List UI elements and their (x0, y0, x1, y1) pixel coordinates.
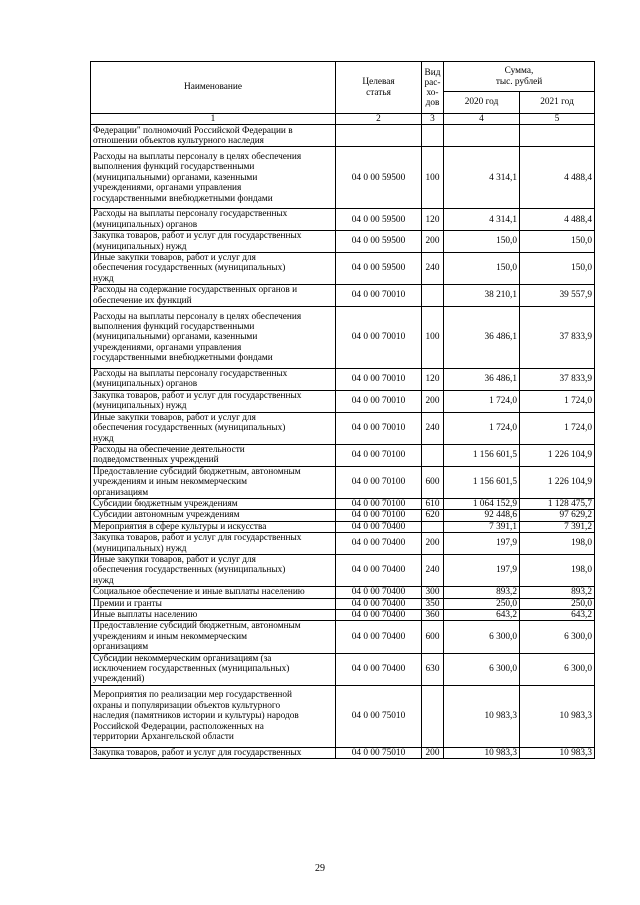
row-name (91, 307, 336, 369)
row-amount-2020 (444, 125, 520, 147)
row-name-line: Субсидии автономным учреждениям (93, 510, 240, 521)
table-row (91, 209, 595, 231)
table-row (91, 412, 595, 444)
row-amount-2020: 893,2 (444, 587, 520, 598)
row-expense-type: 600 (422, 621, 444, 653)
header-name: Наименование (91, 62, 336, 114)
row-amount-2021: 893,2 (520, 587, 595, 598)
row-name-line: организациям (93, 642, 149, 653)
row-name-line: Предоставление субсидий бюджетным, автономным (93, 466, 301, 477)
row-amount-2020: 6 300,0 (444, 621, 520, 653)
row-name-line: Закупка товаров, работ и услуг для государственных (93, 533, 302, 544)
row-amount-2021: 6 300,0 (520, 621, 595, 653)
row-target-code: 04 0 00 70010 (336, 390, 422, 412)
row-target-code: 04 0 00 70010 (336, 412, 422, 444)
row-amount-2020: 197,9 (444, 554, 520, 586)
row-name-line: (муниципальных) органов (93, 379, 198, 390)
row-name-line: обеспечения государственных (муниципальных) (93, 423, 286, 434)
row-name (91, 253, 336, 285)
row-amount-2021 (520, 125, 595, 147)
row-target-code: 04 0 00 70400 (336, 521, 422, 532)
row-expense-type: 240 (422, 253, 444, 285)
row-expense-type: 300 (422, 587, 444, 598)
row-name-line: Закупка товаров, работ и услуг для государственных (93, 747, 302, 758)
row-amount-2021: 1 724,0 (520, 412, 595, 444)
row-name-line: выполнения функций государственными (93, 162, 255, 173)
row-amount-2021: 10 983,3 (520, 685, 595, 747)
row-name-line: Субсидии бюджетным учреждениям (93, 498, 238, 509)
row-amount-2020: 4 314,1 (444, 147, 520, 209)
row-expense-type (422, 685, 444, 747)
row-name-line: Субсидии некоммерческим организациям (за (93, 653, 272, 664)
column-number-row (91, 114, 595, 125)
row-amount-2020: 150,0 (444, 231, 520, 253)
column-number: 4 (444, 114, 520, 125)
row-target-code: 04 0 00 59500 (336, 231, 422, 253)
row-name-line: Иные закупки товаров, работ и услуг для (93, 253, 256, 264)
table-row (91, 685, 595, 747)
row-amount-2021: 37 833,9 (520, 369, 595, 391)
row-amount-2020: 36 486,1 (444, 369, 520, 391)
row-amount-2020: 6 300,0 (444, 653, 520, 685)
row-name-line: нужд (93, 273, 114, 284)
row-name (91, 533, 336, 555)
row-target-code: 04 0 00 70400 (336, 653, 422, 685)
row-expense-type: 100 (422, 147, 444, 209)
row-amount-2021: 150,0 (520, 231, 595, 253)
row-amount-2021: 198,0 (520, 533, 595, 555)
row-expense-type: 240 (422, 412, 444, 444)
header-target: Целевая статья (336, 62, 422, 114)
budget-table (90, 61, 595, 759)
row-name (91, 521, 336, 532)
row-name-line: территории Архангельской области (93, 731, 234, 742)
row-expense-type (422, 444, 444, 466)
row-name-line: (муниципальных) нужд (93, 401, 187, 412)
table-row (91, 307, 595, 369)
row-name-line: охраны и популяризации объектов культурного (93, 700, 281, 711)
row-amount-2021: 10 983,3 (520, 747, 595, 758)
table-row (91, 554, 595, 586)
row-expense-type: 600 (422, 466, 444, 498)
row-amount-2020: 7 391,1 (444, 521, 520, 532)
row-name-line: Мероприятия по реализации мер государственной (93, 690, 293, 701)
row-name-line: (муниципальных) органов (93, 219, 198, 230)
row-target-code: 04 0 00 70400 (336, 533, 422, 555)
table-row (91, 521, 595, 532)
row-name-line: выполнения функций государственными (93, 321, 255, 332)
row-name-line: обеспечения государственных (муниципальных) (93, 565, 286, 576)
row-name-line: учреждениями, органами управления (93, 183, 242, 194)
row-name-line: подведомственных учреждений (93, 455, 219, 466)
table-row (91, 498, 595, 509)
row-name-line: нужд (93, 433, 114, 444)
row-amount-2020: 1 724,0 (444, 412, 520, 444)
row-name-line: Расходы на выплаты персоналу в целях обеспечения (93, 151, 302, 162)
row-amount-2021: 4 488,4 (520, 209, 595, 231)
row-target-code: 04 0 00 70400 (336, 598, 422, 609)
row-amount-2021: 198,0 (520, 554, 595, 586)
row-amount-2020: 197,9 (444, 533, 520, 555)
row-name (91, 510, 336, 521)
row-amount-2020: 92 448,6 (444, 510, 520, 521)
row-expense-type: 350 (422, 598, 444, 609)
row-expense-type: 200 (422, 390, 444, 412)
row-name (91, 369, 336, 391)
row-name-line: Иные закупки товаров, работ и услуг для (93, 412, 256, 423)
row-name-line: государственными внебюджетными фондами (93, 353, 273, 364)
row-amount-2020: 1 064 152,9 (444, 498, 520, 509)
row-name-line: Иные выплаты населению (93, 610, 198, 620)
column-number: 1 (91, 114, 336, 125)
row-name-line: исключением государственных (муниципальных) (93, 664, 290, 675)
table-row (91, 533, 595, 555)
row-name-line: (муниципальных) нужд (93, 543, 187, 554)
row-amount-2020: 1 156 601,5 (444, 444, 520, 466)
row-amount-2020: 150,0 (444, 253, 520, 285)
row-amount-2021: 4 488,4 (520, 147, 595, 209)
row-name-line: (муниципальными) органами, казенными (93, 332, 258, 343)
row-name-line: Российской Федерации, расположенных на (93, 721, 264, 732)
row-amount-2020: 1 724,0 (444, 390, 520, 412)
row-name-line: учреждений) (93, 674, 145, 685)
row-expense-type: 240 (422, 554, 444, 586)
row-target-code: 04 0 00 70010 (336, 369, 422, 391)
row-amount-2020: 38 210,1 (444, 285, 520, 307)
row-target-code: 04 0 00 59500 (336, 209, 422, 231)
row-target-code: 04 0 00 75010 (336, 747, 422, 758)
row-expense-type: 360 (422, 610, 444, 621)
row-name (91, 231, 336, 253)
row-name-line: Расходы на обеспечение деятельности (93, 444, 245, 455)
column-number: 3 (422, 114, 444, 125)
row-name (91, 285, 336, 307)
row-name (91, 653, 336, 685)
row-expense-type: 200 (422, 533, 444, 555)
row-target-code: 04 0 00 59500 (336, 147, 422, 209)
table-row (91, 369, 595, 391)
row-name (91, 147, 336, 209)
row-name-line: Закупка товаров, работ и услуг для государственных (93, 390, 302, 401)
row-name-line: Расходы на содержание государственных органов и (93, 285, 298, 296)
row-amount-2020: 4 314,1 (444, 209, 520, 231)
row-amount-2020: 10 983,3 (444, 685, 520, 747)
page-number: 29 (315, 863, 325, 874)
table-row (91, 598, 595, 609)
row-name (91, 466, 336, 498)
row-amount-2021: 7 391,2 (520, 521, 595, 532)
row-amount-2021: 1 226 104,9 (520, 466, 595, 498)
row-name-line: наследия (памятников истории и культуры) народов (93, 711, 299, 722)
row-target-code: 04 0 00 70100 (336, 498, 422, 509)
table-row (91, 253, 595, 285)
row-amount-2021: 37 833,9 (520, 307, 595, 369)
row-amount-2021: 1 724,0 (520, 390, 595, 412)
row-name (91, 125, 336, 147)
row-name-line: Расходы на выплаты персоналу государственных (93, 209, 288, 220)
header-type: Вид рас- хо- дов (422, 62, 444, 114)
row-name (91, 554, 336, 586)
row-name (91, 747, 336, 758)
row-name (91, 412, 336, 444)
row-name (91, 610, 336, 621)
row-expense-type: 120 (422, 369, 444, 391)
row-amount-2020: 1 156 601,5 (444, 466, 520, 498)
row-expense-type: 200 (422, 231, 444, 253)
table-row (91, 610, 595, 621)
row-name-line: Закупка товаров, работ и услуг для государственных (93, 231, 302, 242)
row-name-line: отношении объектов культурного наследия (93, 135, 264, 146)
table-body (91, 125, 595, 759)
row-expense-type: 200 (422, 747, 444, 758)
row-name-line: (муниципальных) нужд (93, 241, 187, 252)
row-target-code: 04 0 00 59500 (336, 253, 422, 285)
table-row (91, 147, 595, 209)
table-row (91, 466, 595, 498)
row-name-line: Расходы на выплаты персоналу государственных (93, 369, 288, 380)
row-name (91, 390, 336, 412)
row-amount-2021: 643,2 (520, 610, 595, 621)
row-name-line: нужд (93, 575, 114, 586)
row-target-code: 04 0 00 70100 (336, 444, 422, 466)
row-name (91, 444, 336, 466)
row-name-line: Предоставление субсидий бюджетным, автономным (93, 621, 301, 632)
row-name (91, 209, 336, 231)
row-amount-2021: 1 128 475,7 (520, 498, 595, 509)
table-row (91, 587, 595, 598)
column-number: 5 (520, 114, 595, 125)
row-name (91, 621, 336, 653)
table-row (91, 621, 595, 653)
row-name-line: Расходы на выплаты персоналу в целях обеспечения (93, 311, 302, 322)
row-amount-2021: 6 300,0 (520, 653, 595, 685)
row-amount-2020: 250,0 (444, 598, 520, 609)
row-name-line: Иные закупки товаров, работ и услуг для (93, 554, 256, 565)
table-row (91, 510, 595, 521)
row-name-line: Мероприятия в сфере культуры и искусства (93, 521, 267, 532)
header-year-2021: 2021 год (520, 92, 595, 114)
row-target-code: 04 0 00 70010 (336, 307, 422, 369)
table-row (91, 285, 595, 307)
header-sum: Сумма, тыс. рублей (444, 62, 595, 92)
row-target-code: 04 0 00 70100 (336, 466, 422, 498)
row-target-code: 04 0 00 75010 (336, 685, 422, 747)
table-row (91, 747, 595, 758)
row-target-code: 04 0 00 70400 (336, 610, 422, 621)
row-amount-2020: 10 983,3 (444, 747, 520, 758)
row-name-line: учреждениями, органами управления (93, 342, 242, 353)
row-amount-2021: 150,0 (520, 253, 595, 285)
row-name-line: организациям (93, 487, 149, 498)
row-target-code: 04 0 00 70400 (336, 554, 422, 586)
row-expense-type: 100 (422, 307, 444, 369)
header-year-2020: 2020 год (444, 92, 520, 114)
column-number: 2 (336, 114, 422, 125)
row-amount-2021: 250,0 (520, 598, 595, 609)
row-name-line: Федерации" полномочий Российской Федерации в (93, 125, 293, 136)
row-target-code (336, 125, 422, 147)
row-expense-type: 120 (422, 209, 444, 231)
row-amount-2021: 39 557,9 (520, 285, 595, 307)
row-target-code: 04 0 00 70100 (336, 510, 422, 521)
row-amount-2020: 643,2 (444, 610, 520, 621)
table-row (91, 125, 595, 147)
row-name-line: (муниципальными) органами, казенными (93, 172, 258, 183)
row-target-code: 04 0 00 70010 (336, 285, 422, 307)
row-expense-type: 610 (422, 498, 444, 509)
row-name-line: учреждениям и иным некоммерческим (93, 477, 247, 488)
row-name (91, 598, 336, 609)
row-amount-2020: 36 486,1 (444, 307, 520, 369)
row-name-line: обеспечения государственных (муниципальных) (93, 263, 286, 274)
row-expense-type: 630 (422, 653, 444, 685)
row-name-line: Премии и гранты (93, 598, 162, 609)
table-row (91, 390, 595, 412)
row-name-line: учреждениям и иным некоммерческим (93, 631, 247, 642)
row-name (91, 498, 336, 509)
table-header (91, 62, 595, 125)
row-target-code: 04 0 00 70400 (336, 587, 422, 598)
row-name-line: Социальное обеспечение и иные выплаты населению (93, 587, 305, 598)
row-amount-2021: 1 226 104,9 (520, 444, 595, 466)
row-expense-type (422, 285, 444, 307)
table-row (91, 653, 595, 685)
row-name-line: государственными внебюджетными фондами (93, 193, 273, 204)
row-expense-type (422, 521, 444, 532)
table-row (91, 231, 595, 253)
row-target-code: 04 0 00 70400 (336, 621, 422, 653)
row-name (91, 587, 336, 598)
table-row (91, 444, 595, 466)
row-name (91, 685, 336, 747)
row-expense-type (422, 125, 444, 147)
row-name-line: обеспечение их функций (93, 295, 192, 306)
row-amount-2021: 97 629,2 (520, 510, 595, 521)
row-expense-type: 620 (422, 510, 444, 521)
